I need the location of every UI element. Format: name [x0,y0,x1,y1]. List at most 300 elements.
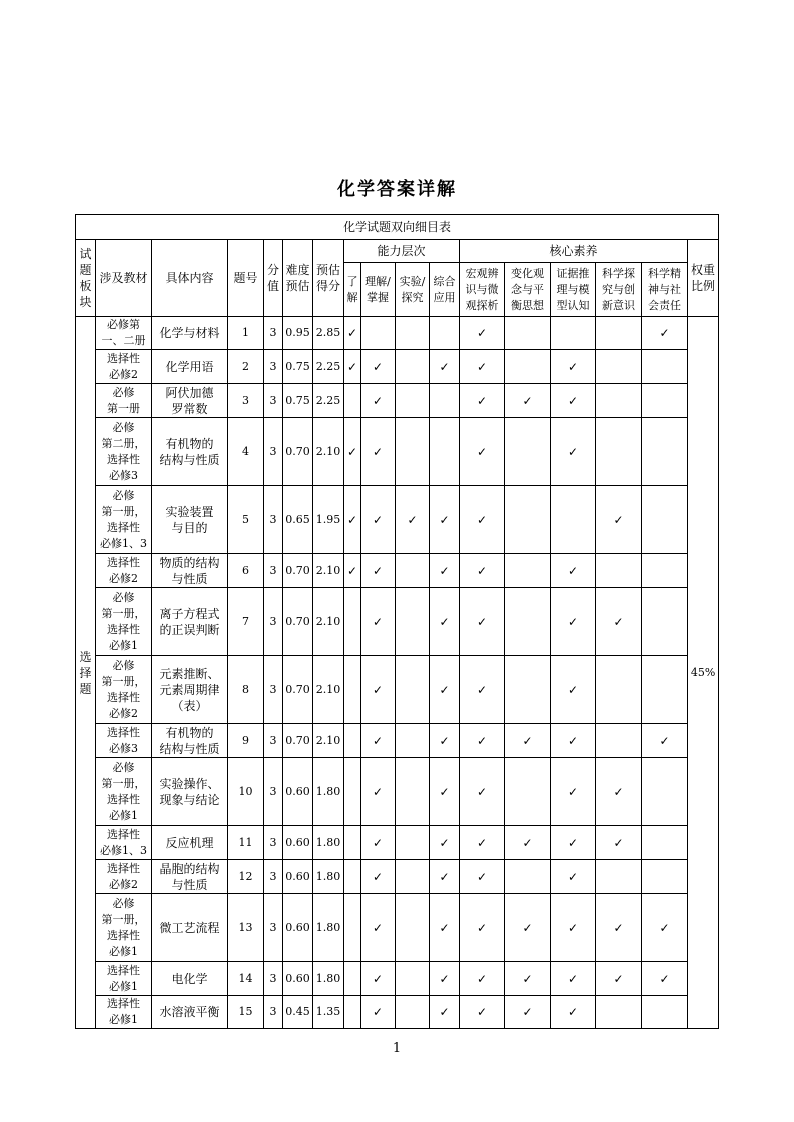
ability-check-cell [344,962,361,996]
header-literacy: 核心素养 [460,240,688,263]
ability-check-cell [361,656,396,724]
question-number: 7 [228,588,264,656]
difficulty-cell: 0.70 [283,588,313,656]
literacy-check-cell [460,350,505,384]
literacy-check-cell [596,317,642,350]
textbook-cell: 必修 第一册， 选择性 必修1 [96,758,152,826]
header-score: 分 值 [264,240,283,317]
ability-check-cell [396,894,430,962]
check-icon: ✓ [439,733,450,748]
textbook-cell: 必修 第一册， 选择性 必修1、3 [96,486,152,554]
check-icon: ✓ [567,835,579,850]
literacy-check-cell [460,384,505,418]
ability-check-cell [396,724,430,758]
table-row [76,554,719,588]
page-number: 1 [392,1041,402,1056]
check-icon: ✓ [476,359,488,374]
header-literacy-col: 宏观辨 识与微 观探析 [460,263,505,317]
literacy-check-cell [596,758,642,826]
est-score-cell: 2.85 [313,317,344,350]
content-cell: 实验装置 与目的 [152,486,228,554]
content-cell: 有机物的 结构与性质 [152,724,228,758]
est-score-cell: 2.10 [313,656,344,724]
check-icon: ✓ [439,971,450,986]
literacy-check-cell [596,384,642,418]
check-icon: ✓ [567,563,579,578]
ability-check-cell [396,826,430,860]
score-cell: 3 [264,554,283,588]
header-ability-col: 理解/ 掌握 [361,263,396,317]
literacy-check-cell [505,588,551,656]
textbook-cell: 选择性 必修1 [96,996,152,1029]
question-number: 2 [228,350,264,384]
literacy-check-cell [596,724,642,758]
score-cell: 3 [264,826,283,860]
ability-check-cell [344,317,361,350]
literacy-check-cell [551,656,596,724]
check-icon: ✓ [372,733,384,748]
table-row [76,758,719,826]
est-score-cell: 2.10 [313,724,344,758]
header-textbook: 涉及教材 [96,240,152,317]
question-number: 4 [228,418,264,486]
check-icon: ✓ [476,733,488,748]
check-icon: ✓ [476,1005,488,1019]
score-cell: 3 [264,894,283,962]
content-cell: 水溶液平衡 [152,996,228,1029]
literacy-check-cell [505,486,551,554]
est-score-cell: 1.80 [313,758,344,826]
content-cell: 离子方程式 的正误判断 [152,588,228,656]
question-number: 15 [228,996,264,1029]
ability-check-cell [396,996,430,1029]
check-icon: ✓ [567,920,579,935]
score-cell: 3 [264,996,283,1029]
check-icon: ✓ [372,869,384,884]
header-number: 题号 [228,240,264,317]
literacy-check-cell [551,554,596,588]
ability-check-cell [361,758,396,826]
difficulty-cell: 0.60 [283,962,313,996]
weight-value: 45% [688,317,719,1029]
literacy-check-cell [551,894,596,962]
table-row [76,996,719,1029]
literacy-check-cell [596,350,642,384]
check-icon: ✓ [567,359,579,374]
score-cell: 3 [264,350,283,384]
check-icon: ✓ [476,920,488,935]
check-icon: ✓ [439,563,450,578]
question-number: 5 [228,486,264,554]
literacy-check-cell [551,350,596,384]
table-row [76,894,719,962]
est-score-cell: 2.10 [313,588,344,656]
check-icon: ✓ [439,682,450,697]
check-icon: ✓ [613,614,624,629]
ability-check-cell [396,962,430,996]
difficulty-cell: 0.65 [283,486,313,554]
est-score-cell: 1.95 [313,486,344,554]
literacy-check-cell [460,656,505,724]
literacy-check-cell [642,384,688,418]
header-block: 试 题 板 块 [76,240,96,317]
ability-check-cell [396,384,430,418]
difficulty-cell: 0.95 [283,317,313,350]
score-cell: 3 [264,656,283,724]
block-label: 选 择 题 [76,317,96,1029]
literacy-check-cell [551,588,596,656]
ability-check-cell [361,894,396,962]
difficulty-cell: 0.70 [283,656,313,724]
check-icon: ✓ [372,359,384,374]
literacy-check-cell [596,418,642,486]
header-weight: 权重 比例 [688,240,719,317]
check-icon: ✓ [476,971,488,986]
check-icon: ✓ [476,563,488,578]
literacy-check-cell [642,317,688,350]
literacy-check-cell [551,384,596,418]
literacy-check-cell [505,860,551,894]
ability-check-cell [361,860,396,894]
ability-check-cell [361,996,396,1029]
difficulty-cell: 0.60 [283,860,313,894]
literacy-check-cell [505,758,551,826]
difficulty-cell: 0.60 [283,894,313,962]
literacy-check-cell [460,860,505,894]
literacy-check-cell [505,962,551,996]
ability-check-cell [396,656,430,724]
check-icon: ✓ [567,784,579,799]
literacy-check-cell [642,724,688,758]
check-icon: ✓ [439,614,450,629]
table-row [76,826,719,860]
literacy-check-cell [596,826,642,860]
check-icon: ✓ [567,682,579,697]
ability-check-cell [361,384,396,418]
literacy-check-cell [505,724,551,758]
ability-check-cell [430,758,460,826]
literacy-check-cell [460,486,505,554]
est-score-cell: 2.10 [313,418,344,486]
literacy-check-cell [551,860,596,894]
question-number: 11 [228,826,264,860]
textbook-cell: 必修 第一册， 选择性 必修1 [96,894,152,962]
check-icon: ✓ [476,393,488,408]
literacy-check-cell [551,317,596,350]
est-score-cell: 1.80 [313,860,344,894]
ability-check-cell [361,588,396,656]
check-icon: ✓ [567,614,579,629]
check-icon: ✓ [659,920,670,935]
ability-check-cell [361,486,396,554]
ability-check-cell [430,826,460,860]
ability-check-cell [430,317,460,350]
ability-check-cell [430,554,460,588]
header-ability-col: 综合 应用 [430,263,460,317]
content-cell: 晶胞的结构 与性质 [152,860,228,894]
literacy-check-cell [596,656,642,724]
est-score-cell: 1.80 [313,962,344,996]
ability-check-cell [344,996,361,1029]
ability-check-cell [396,486,430,554]
content-cell: 微工艺流程 [152,894,228,962]
check-icon: ✓ [659,326,670,340]
ability-check-cell [344,384,361,418]
table-row [76,418,719,486]
literacy-check-cell [642,554,688,588]
ability-check-cell [361,317,396,350]
content-cell: 化学与材料 [152,317,228,350]
check-icon: ✓ [346,563,358,578]
literacy-check-cell [460,996,505,1029]
ability-check-cell [396,860,430,894]
ability-check-cell [361,962,396,996]
check-icon: ✓ [522,1005,533,1019]
check-icon: ✓ [613,971,624,986]
ability-check-cell [430,860,460,894]
literacy-check-cell [596,588,642,656]
ability-check-cell [396,317,430,350]
check-icon: ✓ [567,444,579,459]
document-title: 化学答案详解 [337,179,457,200]
check-icon: ✓ [567,869,579,884]
table-row [76,962,719,996]
table-row [76,656,719,724]
literacy-check-cell [460,826,505,860]
check-icon: ✓ [567,393,579,408]
textbook-cell: 必修 第一册， 选择性 必修1 [96,588,152,656]
check-icon: ✓ [439,359,450,374]
table-row [76,486,719,554]
est-score-cell: 2.25 [313,350,344,384]
ability-check-cell [344,350,361,384]
check-icon: ✓ [439,835,450,850]
check-icon: ✓ [567,733,579,748]
question-number: 8 [228,656,264,724]
check-icon: ✓ [613,784,624,799]
ability-check-cell [361,350,396,384]
textbook-cell: 必修 第一册 [96,384,152,418]
header-est-score: 预估 得分 [313,240,344,317]
check-icon: ✓ [522,733,533,748]
score-cell: 3 [264,418,283,486]
ability-check-cell [361,826,396,860]
check-icon: ✓ [372,393,384,408]
table-title: 化学试题双向细目表 [76,215,719,240]
literacy-check-cell [596,554,642,588]
literacy-check-cell [460,894,505,962]
literacy-check-cell [460,418,505,486]
question-number: 10 [228,758,264,826]
header-ability: 能力层次 [344,240,460,263]
check-icon: ✓ [567,971,579,986]
textbook-cell: 选择性 必修2 [96,350,152,384]
ability-check-cell [344,486,361,554]
check-icon: ✓ [659,733,670,748]
table-row [76,350,719,384]
question-number: 14 [228,962,264,996]
check-icon: ✓ [439,784,450,799]
textbook-cell: 选择性 必修2 [96,860,152,894]
content-cell: 反应机理 [152,826,228,860]
check-icon: ✓ [372,920,384,935]
check-icon: ✓ [476,444,488,459]
header-ability-col: 了 解 [344,263,361,317]
ability-check-cell [344,826,361,860]
literacy-check-cell [642,894,688,962]
check-icon: ✓ [567,1005,579,1019]
content-cell: 物质的结构 与性质 [152,554,228,588]
content-cell: 阿伏加德 罗常数 [152,384,228,418]
question-number: 9 [228,724,264,758]
score-cell: 3 [264,317,283,350]
literacy-check-cell [551,758,596,826]
difficulty-cell: 0.75 [283,350,313,384]
ability-check-cell [430,656,460,724]
ability-check-cell [430,588,460,656]
literacy-check-cell [642,996,688,1029]
header-literacy-col: 科学探 究与创 新意识 [596,263,642,317]
check-icon: ✓ [613,512,624,527]
ability-check-cell [344,894,361,962]
check-icon: ✓ [439,1005,450,1019]
difficulty-cell: 0.70 [283,554,313,588]
check-icon: ✓ [439,920,450,935]
literacy-check-cell [596,860,642,894]
literacy-check-cell [505,826,551,860]
ability-check-cell [430,894,460,962]
literacy-check-cell [642,962,688,996]
check-icon: ✓ [476,614,488,629]
literacy-check-cell [505,384,551,418]
score-cell: 3 [264,724,283,758]
score-cell: 3 [264,860,283,894]
check-icon: ✓ [372,444,384,459]
literacy-check-cell [596,996,642,1029]
literacy-check-cell [642,418,688,486]
check-icon: ✓ [372,1005,384,1019]
check-icon: ✓ [439,512,450,527]
question-number: 1 [228,317,264,350]
ability-check-cell [344,418,361,486]
literacy-check-cell [642,656,688,724]
difficulty-cell: 0.70 [283,418,313,486]
check-icon: ✓ [613,835,624,850]
literacy-check-cell [505,996,551,1029]
literacy-check-cell [642,588,688,656]
literacy-check-cell [596,894,642,962]
difficulty-cell: 0.75 [283,384,313,418]
ability-check-cell [344,656,361,724]
literacy-check-cell [460,588,505,656]
check-icon: ✓ [476,835,488,850]
literacy-check-cell [460,758,505,826]
est-score-cell: 2.25 [313,384,344,418]
literacy-check-cell [505,894,551,962]
ability-check-cell [430,350,460,384]
check-icon: ✓ [346,326,358,340]
ability-check-cell [361,418,396,486]
est-score-cell: 1.80 [313,894,344,962]
textbook-cell: 选择性 必修1、3 [96,826,152,860]
content-cell: 实验操作、 现象与结论 [152,758,228,826]
literacy-check-cell [642,860,688,894]
literacy-check-cell [505,350,551,384]
ability-check-cell [430,418,460,486]
textbook-cell: 必修第 一、二册 [96,317,152,350]
ability-check-cell [361,554,396,588]
ability-check-cell [430,486,460,554]
check-icon: ✓ [522,920,533,935]
check-icon: ✓ [372,682,384,697]
ability-check-cell [430,996,460,1029]
literacy-check-cell [551,724,596,758]
header-literacy-col: 证据推 理与模 型认知 [551,263,596,317]
literacy-check-cell [551,826,596,860]
literacy-check-cell [642,350,688,384]
table-row [76,588,719,656]
ability-check-cell [396,758,430,826]
table-row [76,384,719,418]
literacy-check-cell [551,418,596,486]
content-cell: 化学用语 [152,350,228,384]
literacy-check-cell [642,486,688,554]
literacy-check-cell [505,554,551,588]
check-icon: ✓ [346,512,358,527]
textbook-cell: 必修 第一册， 选择性 必修2 [96,656,152,724]
specification-table [75,214,719,1029]
header-ability-col: 实验/ 探究 [396,263,430,317]
check-icon: ✓ [372,971,384,986]
literacy-check-cell [505,656,551,724]
ability-check-cell [344,588,361,656]
score-cell: 3 [264,962,283,996]
check-icon: ✓ [476,512,488,527]
check-icon: ✓ [407,512,418,527]
literacy-check-cell [642,826,688,860]
header-difficulty: 难度 预估 [283,240,313,317]
table-row [76,860,719,894]
question-number: 13 [228,894,264,962]
header-literacy-col: 变化观 念与平 衡思想 [505,263,551,317]
difficulty-cell: 0.60 [283,826,313,860]
est-score-cell: 1.80 [313,826,344,860]
check-icon: ✓ [659,971,670,986]
ability-check-cell [344,554,361,588]
literacy-check-cell [460,962,505,996]
literacy-check-cell [596,486,642,554]
literacy-check-cell [460,724,505,758]
content-cell: 元素推断、 元素周期律 （表） [152,656,228,724]
literacy-check-cell [596,962,642,996]
header-literacy-col: 科学精 神与社 会责任 [642,263,688,317]
score-cell: 3 [264,588,283,656]
check-icon: ✓ [346,444,358,459]
question-number: 6 [228,554,264,588]
score-cell: 3 [264,758,283,826]
literacy-check-cell [551,996,596,1029]
literacy-check-cell [460,554,505,588]
textbook-cell: 选择性 必修2 [96,554,152,588]
check-icon: ✓ [522,393,533,408]
literacy-check-cell [505,317,551,350]
score-cell: 3 [264,384,283,418]
check-icon: ✓ [476,682,488,697]
score-cell: 3 [264,486,283,554]
check-icon: ✓ [439,869,450,884]
ability-check-cell [344,860,361,894]
ability-check-cell [361,724,396,758]
